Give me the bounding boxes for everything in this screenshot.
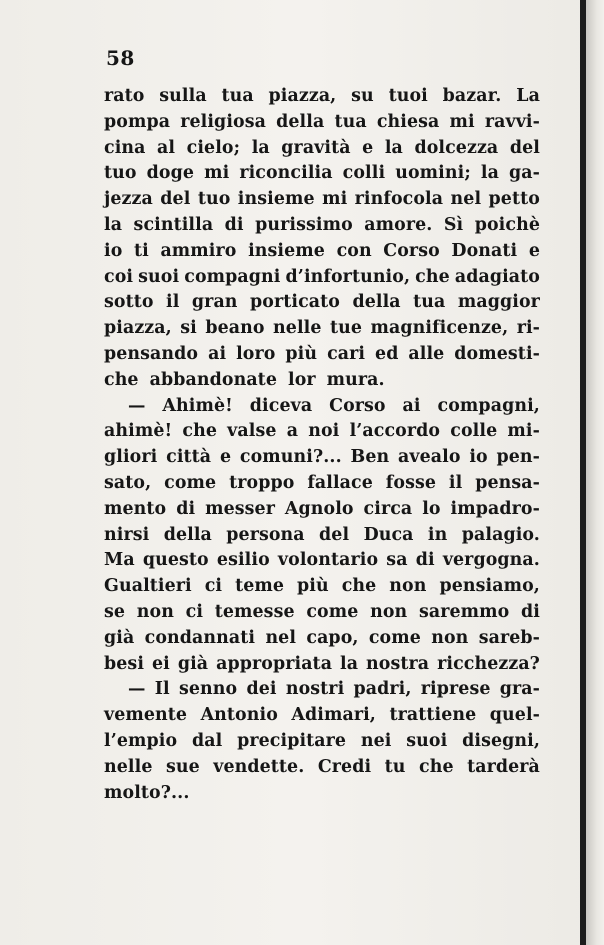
word: come — [368, 627, 421, 648]
word: Corso — [383, 240, 440, 261]
word: riprese — [420, 679, 491, 700]
word: Ma — [104, 550, 135, 571]
word: la — [384, 137, 403, 158]
word: comuni?... — [239, 447, 342, 468]
text-line — [104, 523, 540, 549]
word: del — [319, 524, 350, 545]
text-line — [104, 677, 540, 703]
text-line — [104, 626, 540, 652]
word: pensando — [104, 343, 199, 364]
word: besi — [104, 653, 145, 674]
word: nostri — [285, 679, 345, 700]
word: Corso — [329, 395, 386, 416]
word: fallace — [307, 472, 373, 493]
word: scintilla — [133, 214, 214, 235]
word: trattiene — [389, 705, 477, 726]
word: lor — [287, 369, 316, 390]
word: che — [104, 369, 139, 390]
word: diceva — [249, 395, 313, 416]
word: loro — [236, 343, 276, 364]
word: beano — [205, 318, 265, 339]
word: Adimari, — [291, 705, 376, 726]
text-line — [104, 394, 540, 420]
word: troppo — [229, 472, 295, 493]
word: disegni, — [462, 730, 540, 751]
word: cari — [327, 343, 366, 364]
word: purissimo — [255, 214, 353, 235]
word: non — [370, 601, 408, 622]
word: alle — [408, 343, 445, 364]
word: volontario — [277, 550, 379, 571]
body-text — [104, 84, 540, 806]
word: saremmo — [418, 601, 510, 622]
word: che — [182, 421, 217, 442]
page-number: 58 — [106, 46, 135, 70]
word: tuoi — [388, 86, 428, 106]
text-line — [104, 729, 540, 755]
word: chiesa — [376, 111, 440, 132]
word: insieme — [237, 189, 315, 210]
word: messer — [205, 498, 275, 519]
word: condannati — [144, 627, 256, 648]
word: noi — [308, 421, 340, 442]
word: gravità — [281, 137, 351, 158]
word: su — [351, 86, 374, 106]
word: non — [389, 576, 427, 597]
word: dal — [191, 730, 223, 751]
word: appropriata — [216, 653, 333, 674]
text-line — [104, 652, 540, 678]
text-line — [104, 755, 540, 781]
word: a — [286, 421, 299, 442]
word: vemente — [104, 705, 188, 726]
word: mi- — [507, 421, 540, 442]
text-line — [104, 781, 540, 807]
word: che — [419, 756, 454, 777]
word: come — [306, 601, 359, 622]
word: — — [128, 679, 146, 700]
text-line — [104, 84, 540, 110]
word: tua — [221, 86, 254, 106]
word: e — [219, 447, 232, 468]
word: mi — [322, 189, 348, 210]
word: nei — [360, 730, 392, 751]
word: esilio — [216, 550, 270, 571]
text-line — [104, 187, 540, 213]
word: poichè — [474, 214, 540, 235]
word: pensiamo, — [439, 576, 540, 597]
word: suoi — [406, 730, 448, 751]
word: palagio. — [461, 524, 540, 545]
word: impadro- — [450, 498, 540, 519]
word: sato, — [104, 472, 152, 493]
word: io — [469, 447, 488, 468]
word: nostra — [366, 653, 430, 674]
word: vergogna. — [442, 550, 540, 571]
word: tu — [384, 756, 406, 777]
word: temesse — [214, 601, 295, 622]
word: sareb- — [478, 627, 540, 648]
text-line — [104, 574, 540, 600]
word: religiosa — [180, 111, 266, 132]
text-line — [104, 548, 540, 574]
word: dolcezza — [414, 137, 499, 158]
word: questo — [142, 550, 209, 571]
word: vendette. — [213, 756, 305, 777]
word: compagni — [184, 266, 281, 287]
text-line — [104, 239, 540, 265]
word: gliori — [104, 447, 158, 468]
word: doge — [146, 163, 195, 184]
word: Duca — [363, 524, 414, 545]
word: ei — [151, 653, 170, 674]
text-line — [104, 600, 540, 626]
word: l’accordo — [349, 421, 441, 442]
word: sulla — [159, 86, 207, 106]
word: del — [509, 137, 540, 158]
word: dei — [246, 679, 277, 700]
text-line — [104, 342, 540, 368]
word: nel — [450, 189, 482, 210]
word: non — [431, 627, 469, 648]
word: mento — [104, 498, 167, 519]
word: nel — [265, 627, 297, 648]
text-line — [104, 471, 540, 497]
word: Ahimè! — [162, 395, 233, 416]
word: in — [427, 524, 448, 545]
word: ammiro — [160, 240, 237, 261]
word: quel- — [489, 705, 540, 726]
word: Antonio — [200, 705, 278, 726]
word: ci — [204, 576, 223, 597]
word: ti — [134, 240, 149, 261]
word: come — [164, 472, 217, 493]
word: che — [341, 576, 377, 597]
word: la — [104, 214, 123, 235]
word: ricchezza? — [437, 653, 540, 674]
word: nelle — [104, 756, 153, 777]
text-line — [104, 161, 540, 187]
word: nelle — [273, 318, 322, 339]
word: che — [415, 266, 450, 287]
word: petto — [488, 189, 540, 210]
text-line — [104, 110, 540, 136]
word: ci — [185, 601, 204, 622]
word: rinfocola — [354, 189, 444, 210]
word: senno — [178, 679, 238, 700]
word: maggior — [457, 292, 540, 313]
word: piazza, — [268, 86, 337, 106]
word: l’empio — [104, 730, 178, 751]
word: pen- — [496, 447, 540, 468]
word: molto?... — [104, 782, 190, 803]
word: mi — [204, 163, 230, 184]
word: compagni, — [437, 395, 540, 416]
word: lo — [422, 498, 441, 519]
word: e — [528, 240, 540, 261]
word: riconcilia — [239, 163, 333, 184]
word: magnificenze, — [370, 318, 509, 339]
word: circa — [363, 498, 413, 519]
text-line — [104, 316, 540, 342]
text-line — [104, 136, 540, 162]
word: persona — [226, 524, 305, 545]
word: teme — [235, 576, 285, 597]
text-line — [104, 213, 540, 239]
word: al — [157, 137, 176, 158]
word: colle — [450, 421, 498, 442]
word: sue — [165, 756, 200, 777]
word: di — [224, 214, 244, 235]
word: abbandonate — [149, 369, 277, 390]
word: ahimè! — [104, 421, 173, 442]
word: gran — [191, 292, 238, 313]
word: tuo — [197, 189, 231, 210]
word: cina — [104, 137, 146, 158]
word: ed — [375, 343, 399, 364]
word: cielo; — [186, 137, 241, 158]
word: il — [166, 292, 180, 313]
word: non — [136, 601, 174, 622]
word: più — [285, 343, 318, 364]
word: suoi — [138, 266, 180, 287]
text-line — [104, 497, 540, 523]
text-line — [104, 419, 540, 445]
word: avealo — [398, 447, 461, 468]
word: di — [521, 601, 540, 622]
word: ri- — [516, 318, 540, 339]
word: se — [104, 601, 126, 622]
word: tua — [334, 111, 367, 132]
word: di — [176, 498, 196, 519]
word: il — [448, 472, 463, 493]
page-edge — [586, 0, 604, 945]
word: città — [166, 447, 212, 468]
word: nirsi — [104, 524, 150, 545]
word: la — [340, 653, 359, 674]
word: porticato — [250, 292, 340, 313]
word: Donati — [451, 240, 518, 261]
word: capo, — [306, 627, 359, 648]
word: la — [480, 163, 499, 184]
word: sa — [386, 550, 408, 571]
word: ravvi- — [484, 111, 540, 132]
word: io — [104, 240, 123, 261]
word: sotto — [104, 292, 154, 313]
word: piazza, — [104, 318, 172, 339]
word: tarderà — [467, 756, 540, 777]
word: ai — [208, 343, 227, 364]
word: tua — [413, 292, 446, 313]
word: Agnolo — [284, 498, 354, 519]
word: valse — [227, 421, 277, 442]
word: della — [163, 524, 212, 545]
word: della — [352, 292, 401, 313]
word: precipitare — [237, 730, 347, 751]
word: mura. — [326, 369, 385, 390]
word: e — [362, 137, 374, 158]
word: domesti- — [454, 343, 540, 364]
word: adagiato — [454, 266, 540, 287]
word: più — [297, 576, 329, 597]
word: pompa — [104, 111, 171, 132]
word: coi — [104, 266, 134, 287]
word: gra- — [499, 679, 540, 700]
word: fosse — [385, 472, 437, 493]
text-line — [104, 265, 540, 291]
word: bazar. — [442, 86, 502, 106]
word: — — [128, 395, 146, 416]
word: pensa- — [475, 472, 540, 493]
word: ga- — [509, 163, 540, 184]
word: amore. — [364, 214, 433, 235]
word: d’infortunio, — [285, 266, 411, 287]
word: del — [160, 189, 191, 210]
word: mi — [449, 111, 475, 132]
word: già — [177, 653, 209, 674]
word: jezza — [104, 189, 153, 210]
book-spine-shadow — [580, 0, 586, 945]
word: ai — [402, 395, 421, 416]
word: già — [104, 627, 135, 648]
word: Sì — [443, 214, 464, 235]
word: Ben — [350, 447, 390, 468]
word: colli — [342, 163, 386, 184]
text-line — [104, 290, 540, 316]
word: La — [516, 86, 540, 106]
text-line — [104, 445, 540, 471]
word: Gualtieri — [104, 576, 192, 597]
word: rato — [104, 86, 145, 106]
word: insieme — [248, 240, 325, 261]
word: uomini; — [395, 163, 471, 184]
word: con — [336, 240, 372, 261]
word: padri, — [353, 679, 412, 700]
text-line — [104, 703, 540, 729]
word: tue — [329, 318, 363, 339]
word: di — [415, 550, 435, 571]
word: della — [276, 111, 325, 132]
text-line — [104, 368, 540, 394]
word: tuo — [104, 163, 137, 184]
word: la — [251, 137, 270, 158]
word: Credi — [317, 756, 372, 777]
word: si — [180, 318, 197, 339]
word: Il — [154, 679, 170, 700]
